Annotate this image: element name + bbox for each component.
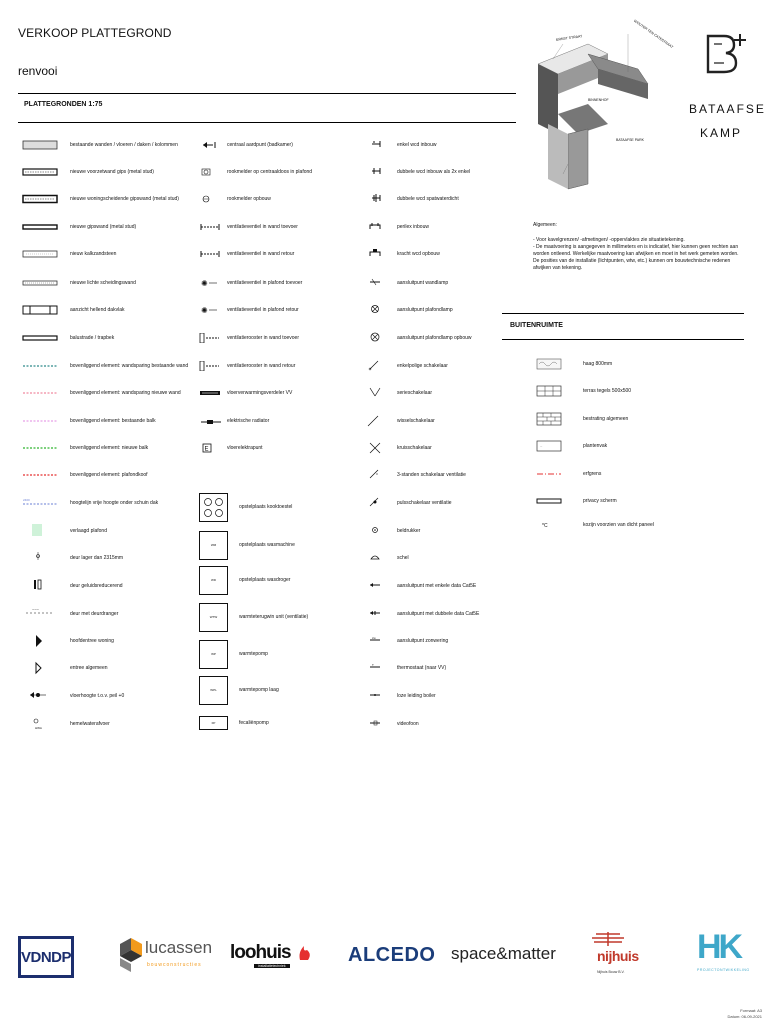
legend-electric-5-label: aansluitpunt wandlamp [397,280,449,286]
legend-electric-21-label: videofoon [397,721,419,727]
legend-outdoor-5-label: privacy scherm [583,498,617,504]
legend-electric-9-symbol-icon [366,387,384,399]
legend-wall-4-label: nieuw kalkzandsteen [70,251,117,257]
legend-electric-14-label: beldrukker [397,528,421,534]
brand-logo-b-plus [702,30,750,78]
legend-box-1-label: opstelplaats wasmachine [239,542,295,548]
notes-line: - Voor kavelgrenzen/ -afmetingen/ -oppervlaktes zie situatietekening. [533,237,685,243]
legend-outdoor-3-label: plantenvak [583,443,608,449]
legend-electric-19-symbol-icon [366,662,384,674]
legend-electric-18-label: aansluitpunt zonwering [397,638,449,644]
footer-format: Formaat: A3 [740,1008,762,1013]
legend-electric-1-symbol-icon [366,166,384,178]
legend-outdoor-1-label: terras tegels 500x500 [583,388,632,394]
legend-wall-1-label: nieuwe voorzetwand gips (metal stud) [70,169,154,175]
legend-electric-3-label: perilex inbouw [397,224,429,230]
legend-wall-3-label: nieuwe gipswand (metal stud) [70,224,137,230]
legend-electric-16-symbol-icon [366,580,384,592]
legend-electric-6-label: aansluitpunt plafondlamp [397,307,453,313]
legend-box-3-label: warmteterugwin unit (ventilatie) [239,614,309,620]
legend-outdoor-0-symbol-icon [536,358,562,370]
legend-electric-20-symbol-icon [366,690,384,702]
legend-install-0-label: centraal aardpunt (badkamer) [227,142,293,148]
legend-wall-14-symbol-icon [22,524,58,538]
lucassen-mark-icon [120,938,142,972]
legend-wall-8-symbol-icon [22,361,58,371]
notes-heading: Algemeen: [533,222,557,228]
legend-wall-5-label: nieuwe lichte scheidingswand [70,280,136,286]
legend-install-6-symbol-icon [199,305,223,315]
hk-logo: HK [697,928,741,966]
alcedo-logo: ALCEDO [348,944,436,966]
legend-electric-8-symbol-icon [366,360,384,372]
legend-install-1-label: rookmelder op centraaldoos in plafond [227,169,313,175]
brand-name-line1: BATAAFSE [689,102,766,116]
legend-wall-0-symbol-icon [22,140,58,150]
nijhuis-name: nijhuis [597,948,639,964]
legend-wall-18-label: hoofdentree woning [70,638,114,644]
legend-wall-12-symbol-icon [22,470,58,480]
legend-electric-12-label: 3-standen schakelaar ventilatie [397,472,466,478]
lucassen-logo [120,938,142,977]
svg-text:zw: zw [372,636,376,640]
legend-box-code: WPL [210,688,217,692]
legend-wall-11-symbol-icon [22,443,58,453]
legend-electric-4-symbol-icon [366,248,384,260]
legend-electric-7-label: aansluitpunt plafondlamp opbouw [397,335,472,341]
section-bottom-rule [18,122,516,123]
legend-wall-1-symbol-icon [22,167,58,177]
legend-wall-7-symbol-icon [22,333,58,343]
legend-electric-13-symbol-icon [366,497,384,509]
general-notes [533,222,748,272]
legend-wall-9-symbol-icon [22,388,58,398]
legend-electric-15-symbol-icon [366,552,384,564]
legend-box-4-label: warmtepomp [239,651,268,657]
page-subtitle: renvooi [18,64,58,78]
svg-text:✺: ✺ [201,306,208,315]
svg-text:3: 3 [376,472,378,476]
legend-electric-5-symbol-icon [366,277,384,289]
legend-box-code: WM [210,543,217,547]
legend-electric-0-label: enkel wcd inbouw [397,142,437,148]
legend-install-11-label: vloerelektrapunt [227,445,263,451]
legend-electric-7-symbol-icon [366,332,384,344]
legend-outdoor-6-symbol-icon [536,519,562,531]
legend-install-1-symbol-icon [199,167,223,177]
legend-outdoor-4-label: erfgrens [583,471,602,477]
legend-box-code: FP [211,721,216,725]
legend-outdoor-2-symbol-icon [536,412,562,426]
nijhuis-tagline: Nijhuis Bouw B.V. [597,970,625,974]
legend-electric-4-label: kracht wcd opbouw [397,251,440,257]
legend-wall-8-label: bovenliggend element: wandsparing bestaande wand [70,363,189,369]
legend-box-code: WD [211,578,216,582]
legend-electric-11-symbol-icon [366,442,384,454]
legend-wall-21-symbol-icon [22,717,58,731]
legend-electric-1-label: dubbele wcd inbouw als 2x enkel [397,169,471,175]
legend-wall-17-symbol-icon [22,607,58,621]
legend-install-9-symbol-icon [199,388,223,398]
legend-box-5-label: warmtepomp laag [239,687,279,693]
legend-outdoor-6-label: kozijn voorzien van dicht paneel [583,522,654,528]
legend-wall-11-label: bovenliggend element: nieuwe balk [70,445,149,451]
legend-electric-14-symbol-icon [366,525,384,537]
legend-wall-17-label: deur met deurdranger [70,611,119,617]
legend-wall-2-label: nieuwe woningscheidende gipswand (metal stud) [70,196,179,202]
legend-install-7-symbol-icon [199,333,223,343]
legend-outdoor-3-symbol-icon [536,440,562,452]
legend-wall-9-label: bovenliggend element: wandsparing nieuwe wand [70,390,181,396]
legend-box-code: WTW [209,615,218,619]
lucassen-tagline: bouwconstructies [147,962,202,968]
legend-wall-21-label: hemelwaterafvoer [70,721,110,727]
legend-wall-20-symbol-icon [22,689,58,703]
footer-date: Datum: 06-09-2021 [727,1014,762,1019]
legend-electric-17-symbol-icon [366,608,384,620]
space-matter-logo: space&matter [451,944,556,963]
legend-wall-20-label: vloerhoogte t.o.v. peil +0 [70,693,125,699]
map-park-label: BATAAFSE PARK [616,138,645,142]
hk-tagline: PROJECTONTWIKKELING [697,968,750,972]
legend-wall-14-label: verlaagd plafond [70,528,107,534]
legend-electric-11-label: kruisschakelaar [397,445,432,451]
legend-box-code: WP [211,652,216,656]
legend-box-0-label: opstelplaats kooktoestel [239,504,293,510]
section-heading: PLATTEGRONDEN 1:75 [24,101,103,108]
legend-electric-18-symbol-icon [366,635,384,647]
legend-wall-5-symbol-icon [22,278,58,288]
legend-electric-17-label: aansluitpunt met dubbele data Cat5E [397,611,480,617]
section-top-rule [18,93,516,94]
svg-text:~~~: ~~~ [32,607,40,612]
notes-line: De posities van de installatie (lichtpunten, wtw, etc.) kunnen om bouwtechnische redenen afwijken van tekening. [533,258,731,271]
legend-electric-6-symbol-icon [366,304,384,316]
legend-install-4-symbol-icon [199,249,223,259]
map-street-1: ERNST STRAAT [555,34,583,42]
site-map-isometric [528,14,668,194]
legend-outdoor-5-symbol-icon [536,495,562,507]
legend-wall-10-label: bovenliggend element: bestaande balk [70,418,156,424]
legend-wall-3-symbol-icon [22,222,58,232]
brand-name-line2: KAMP [700,126,743,140]
lucassen-name: lucassen [145,938,213,957]
svg-text:E: E [204,446,209,453]
legend-electric-10-label: wisselschakelaar [397,418,435,424]
buitenruimte-top-rule [502,313,744,314]
legend-box-2-label: opstelplaats wasdroger [239,577,291,583]
legend-box-0-symbol-icon [199,493,228,522]
legend-wall-19-symbol-icon [22,661,58,675]
legend-outdoor-0-label: haag 800mm [583,361,613,367]
svg-text:2400: 2400 [23,498,30,502]
vdndp-logo: VDNDP [18,936,74,978]
legend-install-3-symbol-icon [199,222,223,232]
svg-text:T: T [372,663,374,667]
legend-wall-15-symbol-icon [22,551,58,565]
legend-wall-0-label: bestaande wanden / vloeren / daken / kolommen [70,142,178,148]
buitenruimte-bottom-rule [502,339,744,340]
legend-wall-2-symbol-icon [22,194,58,204]
legend-wall-13-symbol-icon [22,498,58,508]
loohuis-flame-icon [298,944,312,960]
legend-outdoor-1-symbol-icon [536,385,562,397]
legend-install-5-symbol-icon [199,278,223,288]
legend-install-10-label: elektrische radiator [227,418,270,424]
buitenruimte-heading: BUITENRUIMTE [510,322,563,329]
map-block-label: BINNENHOF [588,98,609,102]
legend-wall-7-label: balustrade / trapbek [70,335,115,341]
page-title: VERKOOP PLATTEGROND [18,26,172,40]
legend-wall-16-label: deur geluidsreducerend [70,583,123,589]
legend-outdoor-2-label: bestrating algemeen [583,416,629,422]
legend-wall-12-label: bovenliggend element: plafondkoof [70,472,148,478]
legend-install-2-label: rookmelder opbouw [227,196,271,202]
svg-text:*C: *C [542,523,548,529]
legend-install-0-symbol-icon [199,140,223,150]
legend-wall-6-label: aanzicht hellend dakvlak [70,307,125,313]
legend-wall-6-symbol-icon [22,305,58,315]
legend-install-2-symbol-icon [199,194,223,204]
legend-box-6-label: fecaliënpomp [239,720,269,726]
legend-electric-19-label: thermostaat (naar VV) [397,665,447,671]
legend-outdoor-4-symbol-icon [536,468,562,480]
legend-install-6-label: ventilatieventiel in plafond retour [227,307,299,313]
legend-wall-4-symbol-icon [22,249,58,259]
legend-wall-13-label: hoogtelijn vrije hoogte onder schuin dak [70,500,159,506]
legend-install-8-symbol-icon [199,361,223,371]
legend-electric-3-symbol-icon [366,221,384,233]
loohuis-tagline: installatietechniek [254,964,290,968]
loohuis-name: loohuis [230,942,291,963]
legend-wall-16-symbol-icon [22,579,58,593]
legend-electric-0-symbol-icon [366,139,384,151]
legend-electric-20-label: loze leiding boiler [397,693,436,699]
legend-electric-21-symbol-icon [366,718,384,730]
legend-wall-10-symbol-icon [22,416,58,426]
legend-install-10-symbol-icon [199,416,223,426]
legend-electric-9-label: serieschakelaar [397,390,433,396]
notes-line: - De maatvoering is aangegeven in millimeters en is indicatief, hier kunnen geen rechten aan worden ontleend. Werkelijke maatvoering kan afwijken en moet in het werk gemeten worden. [533,244,739,257]
legend-wall-15-label: deur lager dan 2315mm [70,555,124,561]
legend-install-11-symbol-icon [199,443,223,453]
legend-install-4-label: ventilatieventiel in wand retour [227,251,295,257]
legend-electric-2-label: dubbele wcd spatwaterdicht [397,196,459,202]
svg-text:~: ~ [540,444,543,449]
legend-wall-18-symbol-icon [22,634,58,648]
legend-install-9-label: vloerverwarmingsverdeler VV [227,390,293,396]
legend-install-3-label: ventilatieventiel in wand toevoer [227,224,298,230]
map-street-2: WOUTER TEN CATESTRAAT [633,18,674,50]
legend-electric-8-label: enkelpolige schakelaar [397,363,448,369]
legend-wall-19-label: entree algemeen [70,665,108,671]
legend-electric-16-label: aansluitpunt met enkele data Cat5E [397,583,477,589]
legend-electric-15-label: schel [397,555,409,561]
svg-text:✺: ✺ [201,279,208,288]
legend-install-8-label: ventilatierooster in wand retour [227,363,296,369]
legend-electric-10-symbol-icon [366,415,384,427]
svg-text:HWA: HWA [35,726,42,730]
legend-install-5-label: ventilatieventiel in plafond toevoer [227,280,303,286]
legend-electric-2-symbol-icon [366,193,384,205]
legend-electric-12-symbol-icon [366,469,384,481]
legend-electric-13-label: pulsschakelaar ventilatie [397,500,452,506]
legend-install-7-label: ventilatierooster in wand toevoer [227,335,299,341]
